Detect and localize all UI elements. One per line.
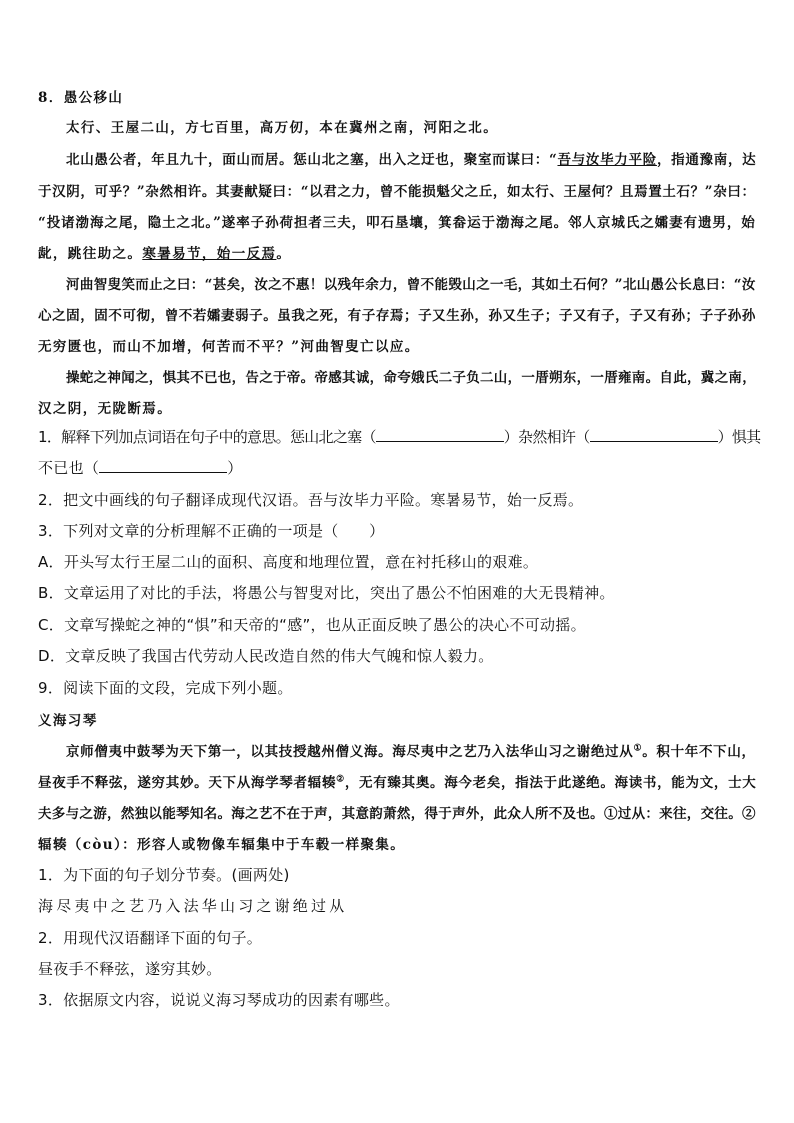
option-b: B．文章运用了对比的手法，将愚公与智叟对比，突出了愚公不怕困难的大无畏精神。	[38, 584, 615, 602]
underlined-sentence-2: 寒暑易节，始一反焉	[142, 246, 277, 262]
passage-paragraph-3-line-2: 心之固，固不可彻，曾不若孀妻弱子。虽我之死，有子存焉；子又生孙，孙又生子；子又有子，子又有孙；子子孙孙	[38, 308, 756, 324]
q9-sub-question-1: 1．为下面的句子划分节奏。(画两处)	[38, 866, 290, 884]
text-span: 龀，跳往助之。	[38, 246, 143, 262]
passage-9-line-2	[38, 771, 756, 791]
question-9-title: 9．阅读下面的文段，完成下列小题。	[38, 679, 293, 697]
passage-9-line-4: 辐辏（còu）：形容人或物像车辐集中于车毂一样聚集。	[38, 837, 406, 853]
passage-paragraph-2-line-2: 于汉阴，可乎？”杂然相许。其妻献疑曰：“以君之力，曾不能损魁父之丘，如太行、王屋何？且焉置土石？”杂曰：	[38, 184, 756, 200]
footnote-marker-2: ②	[336, 774, 345, 785]
passage-paragraph-2-line-4	[38, 242, 291, 262]
answer-blank-1[interactable]	[376, 427, 504, 442]
option-d: D．文章反映了我国古代劳动人民改造自然的伟大气魄和惊人毅力。	[38, 647, 494, 665]
text-span: ）	[227, 459, 243, 477]
answer-blank-2[interactable]	[590, 427, 718, 442]
option-c: C．文章写操蛇之神的“惧”和天帝的“感”，也从正面反映了愚公的决心不可动摇。	[38, 616, 586, 634]
text-span: ，无有臻其奥。海今老矣，指法于此遂绝。海读书，能为文，士大	[344, 775, 757, 791]
passage-paragraph-1: 太行、王屋二山，方七百里，高万仞，本在冀州之南，河阳之北。	[66, 120, 499, 136]
text-span: ）杂然相许（	[503, 428, 590, 446]
text-span: 1．解释下列加点词语在句子中的意思。惩山北之塞（	[38, 428, 376, 446]
passage-9-line-1	[66, 740, 756, 760]
text-span: 昼夜手不释弦，遂穷其妙。天下从海学琴者辐辏	[38, 775, 337, 791]
text-span: 。	[276, 246, 292, 262]
passage-title: 义海习琴	[38, 713, 98, 729]
q9-sub-question-2-sentence: 昼夜手不释弦，遂穷其妙。	[38, 960, 222, 978]
sub-question-1	[38, 426, 760, 447]
q9-sub-question-2: 2．用现代汉语翻译下面的句子。	[38, 929, 263, 947]
underlined-sentence-1: 吾与汝毕力平险	[557, 152, 657, 168]
passage-9-line-3: 夫多与之游，然独以能琴知名。海之艺不在于声，其意韵萧然，得于声外，此众人所不及也。①过从：来往，交往。②	[38, 806, 756, 822]
text-span: 北山愚公者，年且九十，面山而居。惩山北之塞，出入之迂也，聚室而谋曰：“	[66, 152, 558, 168]
text-span: ）惧其	[717, 428, 761, 446]
sub-question-2: 2．把文中画线的句子翻译成现代汉语。吾与汝毕力平险。寒暑易节，始一反焉。	[38, 491, 584, 509]
text-span: 不已也（	[38, 459, 100, 477]
passage-paragraph-4-line-2: 汉之阴，无陇断焉。	[38, 401, 173, 417]
text-span: 京师僧夷中鼓琴为天下第一，以其技授越州僧义海。海尽夷中之艺乃入法华山习之谢绝过从	[66, 744, 634, 760]
footnote-marker-1: ①	[633, 743, 643, 754]
passage-paragraph-3-line-3: 无穷匮也，而山不加增，何苦而不平？”河曲智叟亡以应。	[38, 339, 420, 355]
text-span: ，指通豫南，达	[656, 152, 757, 168]
sub-question-1-continued	[38, 457, 243, 478]
option-a: A．开头写太行王屋二山的面积、高度和地理位置，意在衬托移山的艰难。	[38, 553, 539, 571]
text-span: 。积十年不下山，	[642, 744, 756, 760]
passage-paragraph-2-line-1	[66, 148, 756, 168]
sub-question-3: 3．下列对文章的分析理解不正确的一项是（ ）	[38, 522, 385, 540]
q9-sub-question-1-sentence: 海尽夷中之艺乃入法华山习之谢绝过从	[38, 897, 348, 915]
q9-sub-question-3: 3．依据原文内容，说说义海习琴成功的因素有哪些。	[38, 991, 400, 1009]
passage-paragraph-4-line-1: 操蛇之神闻之，惧其不已也，告之于帝。帝感其诚，命夸娥氏二子负二山，一厝朔东，一厝雍南。自此，冀之南，	[66, 370, 756, 386]
question-8-title: 8．愚公移山	[38, 90, 124, 106]
passage-paragraph-3-line-1: 河曲智叟笑而止之曰：“甚矣，汝之不惠！以残年余力，曾不能毁山之一毛，其如土石何？”北山愚公长息曰：“汝	[66, 277, 756, 293]
passage-paragraph-2-line-3: “投诸渤海之尾，隐土之北。”遂率子孙荷担者三夫，叩石垦壤，箕畚运于渤海之尾。邻人京城氏之孀妻有遗男，始	[38, 215, 756, 231]
answer-blank-3[interactable]	[99, 458, 227, 473]
